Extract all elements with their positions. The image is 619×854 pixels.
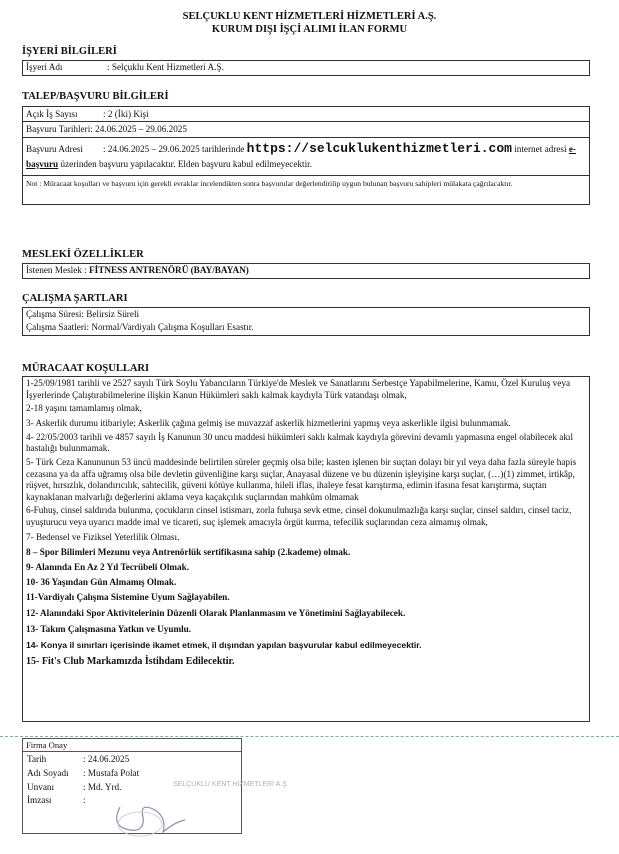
openings-value: : 2 (İki) Kişi	[103, 109, 149, 119]
address-mid: internet adresi	[514, 144, 567, 154]
conditions-section-title: MÜRACAAT KOŞULLARI	[22, 363, 150, 374]
condition-12: 12- Alanındaki Spor Aktivitelerinin Düzenli Olarak Planlanmasını ve Yönetimini Sağlayabilecek.	[26, 607, 406, 618]
condition-8: 8 – Spor Bilimleri Mezunu veya Antrenörlük sertifikasına sahip (2.kademe) olmak.	[26, 546, 351, 557]
employer-value: : Selçuklu Kent Hizmetleri A.Ş.	[107, 62, 224, 72]
address-post: üzerinden başvuru yapılacaktır. Elden başvuru kabul edilmeyecektir.	[60, 159, 313, 169]
employer-box	[22, 60, 590, 76]
approval-date-label: Tarih	[27, 754, 47, 764]
address-line2	[26, 157, 312, 171]
header-title-line2: KURUM DIŞI İŞÇİ ALIMI İLAN FORMU	[211, 24, 408, 35]
condition-14: 14- Konya il sınırları içerisinde ikamet etmek, il dışından yapılan başvurular kabul edilmeyecektir.	[26, 639, 422, 650]
condition-5: 5- Türk Ceza Kanununun 53 üncü maddesinde belirtilen süreler geçmiş olsa bile; kasten işlenen bir suçtan dolayı bir yıl veya daha fazla süreyle hapis cezasına ya da affa uğramış olsa bile devletin güvenliğine karşı suçlar, Anayasal düzene ve bu düzenin işleyişine karşı suçlar, (…)(1) zimmet, irtikâp, rüşvet, hırsızlık, dolandırıcılık, sahtecilik, güveni kötüye kullanma, hileli iflas, ihaleye fesat karıştırma, edimin ifasına fesat karıştırma, suçtan kaynaklanan malvarlığı değerlerini aklama veya kaçakçılık suçlarından mahkûm olmamak	[26, 456, 577, 502]
address-label: Başvuru Adresi	[26, 144, 83, 154]
condition-2: 2-18 yaşını tamamlamış olmak,	[26, 403, 142, 414]
working-duration: Çalışma Süresi: Belirsiz Süreli	[26, 309, 140, 319]
note-row: Not : Müracaat koşulları ve başvuru için gerekli evraklar incelendikten sonra başvurular değerlendirilip uygun bulunan başvuru sahipleri mülakata çağrılacaktır.	[26, 179, 513, 188]
condition-15: 15- Fit's Club Markamızda İstihdam Edilecektir.	[26, 655, 235, 667]
working-section-title: ÇALIŞMA ŞARTLARI	[22, 293, 128, 304]
approval-sign-label: İmzası	[27, 795, 52, 805]
profession-value: FİTNESS ANTRENÖRÜ (BAY/BAYAN)	[89, 265, 249, 275]
condition-3: 3- Askerlik durumu itibariyle; Askerlik çağına gelmiş ise muvazzaf askerlik hizmetlerini yapmış veya askerlikle ilgisi bulunmamak.	[26, 417, 511, 428]
address-text	[103, 142, 587, 156]
conditions-box	[22, 376, 590, 722]
profession-section-title: MESLEKİ ÖZELLİKLER	[22, 249, 144, 260]
address-url-link[interactable]: https://selcuklukenthizmetleri.com	[246, 141, 512, 156]
address-pre: : 24.06.2025 – 29.06.2025 tarihlerinde	[103, 144, 245, 154]
approval-title-label: Unvanı	[27, 782, 55, 792]
openings-label: Açık İş Sayısı	[26, 109, 78, 119]
approval-sign-value: :	[83, 795, 86, 805]
dates-row	[23, 122, 589, 138]
condition-7: 7- Bedensel ve Fiziksel Yeterlilik Olması.	[26, 531, 180, 542]
approval-name-value: : Mustafa Polat	[83, 768, 140, 778]
condition-4: 4- 22/05/2003 tarihli ve 4857 sayılı İş Kanunun 30 uncu maddesi hükümleri saklı kalmak kaydıyla görevini devamlı yapmasına engel olabilecek akıl hastalığı bulunmamak.	[26, 431, 574, 454]
employer-section-title: İŞYERİ BİLGİLERİ	[22, 46, 117, 57]
e-basvuru-link-part1[interactable]: e-	[568, 144, 576, 154]
working-row	[23, 308, 589, 335]
header-title-line1: SELÇUKLU KENT HİZMETLERİ HİZMETLERİ A.Ş.	[182, 11, 437, 22]
working-box	[22, 307, 590, 336]
condition-9: 9- Alanında En Az 2 Yıl Tecrübeli Olmak.	[26, 561, 190, 572]
signature-stroke	[117, 807, 185, 832]
dates-label: Başvuru Tarihleri:	[26, 124, 93, 134]
approval-title-value: : Md. Yrd.	[83, 782, 122, 792]
dates-value: 24.06.2025 – 29.06.2025	[95, 124, 187, 134]
condition-13: 13- Takım Çalışmasına Yatkın ve Uyumlu.	[26, 623, 192, 634]
request-box	[22, 106, 590, 205]
stamp-text: SELÇUKLU KENT HİZMETLERİ A.Ş.	[173, 781, 289, 788]
condition-6: 6-Fuhuş, cinsel saldırıda bulunma, çocukların cinsel istismarı, zorla fuhuşa sevk etme, cinsel dokunulmazlığa karşı suçlar, cinsel saldırı, cinsel taciz, uyuşturucu veya uyarıcı madde imal ve ticareti, suç işlemek amacıyla örgüt kurma, tefecilik suçlarından ceza almamış olmak,	[26, 505, 572, 527]
profession-row	[23, 264, 589, 278]
profession-label: İstenen Meslek :	[26, 265, 87, 275]
e-basvuru-link-part2[interactable]: başvuru	[26, 159, 59, 169]
profession-box	[22, 263, 590, 279]
stamp-ring	[118, 812, 162, 836]
condition-11: 11-Vardiyalı Çalışma Sistemine Uyum Sağlayabilen.	[26, 591, 230, 602]
approval-date-value: : 24.06.2025	[83, 754, 130, 764]
request-section-title: TALEP/BAŞVURU BİLGİLERİ	[22, 91, 169, 102]
approval-title: Firma Onay	[23, 739, 241, 752]
openings-row	[23, 107, 589, 122]
separator-line	[0, 736, 619, 737]
approval-name-label: Adı Soyadı	[27, 768, 69, 778]
company-stamp-signature	[105, 772, 289, 842]
condition-10: 10- 36 Yaşından Gün Almamış Olmak.	[26, 576, 177, 587]
working-hours: Çalışma Saatleri: Normal/Vardiyalı Çalışma Koşulları Esastır.	[26, 321, 254, 332]
address-row	[23, 138, 589, 176]
employer-label: İşyeri Adı	[26, 62, 63, 72]
condition-1: 1-25/09/1981 tarihli ve 2527 sayılı Türk Soylu Yabancıların Türkiye'de Meslek ve Sanatlarını Serbestçe Yapabilmelerine, Kamu, Özel Kuruluş veya İşyerlerinde Çalıştırabilmelerine ilişkin Kanun Hükümleri saklı kalmak kaydıyla Türk vatandaşı olmak,	[26, 378, 571, 400]
employer-row	[23, 61, 589, 75]
